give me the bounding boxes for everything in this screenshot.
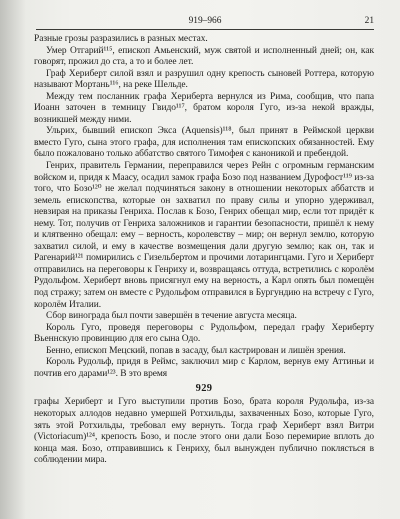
running-head [36,15,374,27]
paragraph: Умер Отгарий¹¹⁵, епископ Амьенский, муж святой и исполненный дней; он, как говорят, прожил до ста, а то и более лет. [34,45,374,68]
paragraph: Сбор винограда был почти завершён в течение августа месяца. [46,311,297,322]
paragraph: Разные грозы разразились в разных местах. [34,34,208,44]
header-rule [36,29,374,30]
paragraph: Король Рудольф, придя в Реймс, заключил мир с Карлом, вернув ему Аттиньи и почтив его дарами¹²³. В это время [34,357,374,379]
paragraph: Король Гуго, проведя переговоры с Рудольфом, передал графу Хериберту Вьеннскую провинцию для его сына Одо. [34,322,374,345]
year-heading: 929 [195,383,213,395]
years-range: 919–966 [188,16,222,26]
paragraph: Ульрих, бывший епископ Экса (Aquensis)¹¹⁸, был принят в Реймской церкви вместо Гуго, сына этого графа, для исполнения там епископских обязанностей. Ему было пожаловано только аббатство святого Тимофея с каноникой и пребендой. [34,126,374,160]
paragraph: Генрих, правитель Германии, переправился через Рейн с огромным германским войском и, придя к Маасу, осадил замок графа Бозо под названием Дурофост¹¹⁹ из-за того, что Бозо¹²⁰ не желал подчиняться закону в отношении некоторых аббатств и земель епископства, которые он захватил по праву силы и упорно удерживал, невзирая на приказы Генриха. Послав к Бозо, Генрих обещал мир, если тот придёт к нему. Тот, получив от Генриха заложников и гарантии безопасности, пришёл к нему и клятвенно обещал: ему – верность, королевству – мир; он вернул землю, которую захватил силой, и ему в качестве возмещения дали другую землю; как он, так и Рагенарий¹²¹ помирились с Гизельбертом и прочими лотарингцами. Гуго и Хериберт отправились на переговоры к Генриху и, возвращаясь оттуда, встретились с королём Рудольфом. Хериберт вновь присягнул ему на верность, а Карл опять был помещён под стражу; затем он вместе с Рудольфом отправился в Бургундию на встречу с Гуго, королём Италии. [34,161,374,310]
paragraph: Бенно, епископ Мецский, попав в засаду, был кастрирован и лишён зрения. [46,345,346,356]
paragraph: графы Хериберт и Гуго выступили против Бозо, брата короля Рудольфа, из-за некоторых аллодов недавно умершей Ротхильды, захваченных Бозо, которые Гуго, зять этой Ротхильды, требовал ему вернуть. Тогда граф Хериберт взял Витри (Victoriacum)¹²⁴, крепость Бозо, и после этого они дали Бозо перемирие вплоть до конца мая. Бозо, отправившись к Генриху, был вынужден публично поклясться в соблюдении мира. [34,397,374,466]
body-text [34,34,374,467]
paragraph: Граф Хериберт силой взял и разрушил одну крепость сыновей Роттера, которую называют Мортань¹¹⁶, на реке Шельде. [34,68,374,91]
page-number: 21 [364,16,374,26]
paragraph: Между тем посланник графа Хериберта вернулся из Рима, сообщив, что папа Иоанн заточен в темницу Гвидо¹¹⁷, братом короля Гуго, из-за некой вражды, возникшей между ними. [34,91,374,125]
gutter-shadow [0,0,26,519]
